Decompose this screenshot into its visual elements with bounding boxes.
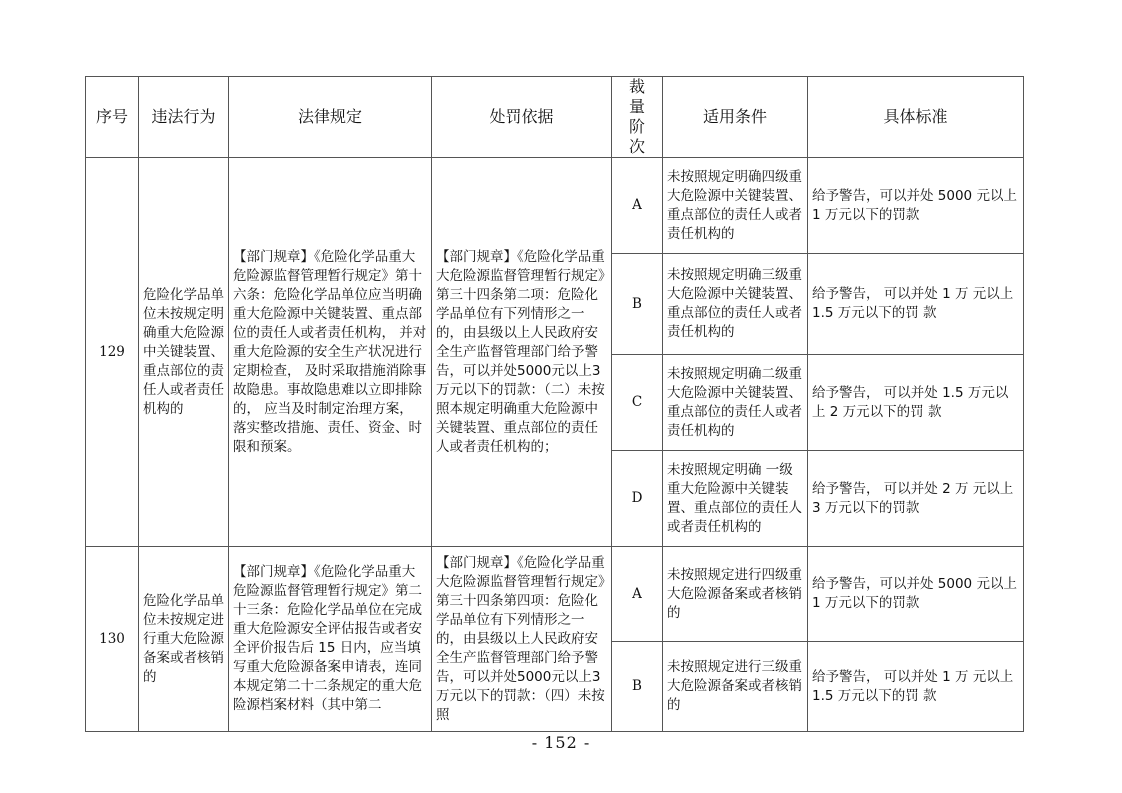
legal-provision-text: 【部门规章】《危险化学品重大危险源监督管理暂行规定》第二十三条：危险化学品单位在完成重大危险源安全评估报告或者安全评价报告后 15 日内，应当填写重大危险源备案申请表，连同本规定第二十二条规定的重大危险源档案材料（其中第二 — [229, 547, 432, 732]
header-specific-standard: 具体标准 — [808, 77, 1024, 158]
standard-text: 给予警告， 可以并处 2 万 元以上 3 万元以下的罚款 — [808, 451, 1024, 547]
penalty-basis-text: 【部门规章】《危险化学品重大危险源监督管理暂行规定》第三十四条第四项：危险化学品单位有下列情形之一的，由县级以上人民政府安全生产监督管理部门给予警告，可以并处5000元以上3万元以下的罚款：（四）未按照 — [432, 547, 612, 732]
violation-text: 危险化学品单位未按规定明确重大危险源中关键装置、重点部位的责任人或者责任机构的 — [139, 158, 229, 547]
standard-text: 给予警告，可以并处 5000 元以上 1 万元以下的罚款 — [808, 547, 1024, 642]
penalty-basis-text: 【部门规章】《危险化学品重大危险源监督管理暂行规定》第三十四条第二项：危险化学品单位有下列情形之一的，由县级以上人民政府安全生产监督管理部门给予警告，可以并处5000元以上3万元以下的罚款：（二）未按照本规定明确重大危险源中关键装置、重点部位的责任人或者责任机构的； — [432, 158, 612, 547]
table-header-row — [86, 77, 1024, 158]
row-seq-number: 130 — [86, 547, 139, 732]
discretion-level: A — [612, 547, 663, 642]
standard-text: 给予警告，可以并处 5000 元以上 1 万元以下的罚款 — [808, 158, 1024, 254]
legal-provision-text: 【部门规章】《危险化学品重大危险源监督管理暂行规定》第十六条：危险化学品单位应当明确重大危险源中关键装置、重点部位的责任人或者责任机构， 并对重大危险源的安全生产状况进行定期检查， 及时采取措施消除事故隐患。事故隐患难以立即排除的， 应当及时制定治理方案， 落实整改措施、责任、资金、时限和预案。 — [229, 158, 432, 547]
header-applicable-conditions: 适用条件 — [663, 77, 808, 158]
condition-text: 未按照规定明确二级重大危险源中关键装置、重点部位的责任人或者责任机构的 — [663, 355, 808, 451]
condition-text: 未按照规定明确四级重大危险源中关键装置、重点部位的责任人或者责任机构的 — [663, 158, 808, 254]
table-row — [86, 158, 1024, 254]
violation-text: 危险化学品单位未按规定进行重大危险源备案或者核销的 — [139, 547, 229, 732]
table-row — [86, 547, 1024, 642]
condition-text: 未按照规定明确三级重大危险源中关键装置、重点部位的责任人或者责任机构的 — [663, 254, 808, 355]
page-number: - 152 - — [531, 733, 591, 752]
condition-text: 未按照规定明确 一级重大危险源中关键装置、重点部位的责任人或者责任机构的 — [663, 451, 808, 547]
condition-text: 未按照规定进行四级重大危险源备案或者核销的 — [663, 547, 808, 642]
header-penalty-basis: 处罚依据 — [432, 77, 612, 158]
discretion-level: A — [612, 158, 663, 254]
penalty-standards-table — [85, 76, 1024, 732]
header-seq: 序号 — [86, 77, 139, 158]
standard-text: 给予警告， 可以并处 1.5 万元以上 2 万元以下的罚 款 — [808, 355, 1024, 451]
standard-text: 给予警告， 可以并处 1 万 元以上 1.5 万元以下的罚 款 — [808, 642, 1024, 732]
row-seq-number: 129 — [86, 158, 139, 547]
discretion-level: C — [612, 355, 663, 451]
header-legal-provision: 法律规定 — [229, 77, 432, 158]
header-discretion-level: 裁量阶次 — [612, 77, 663, 158]
discretion-level: B — [612, 642, 663, 732]
discretion-level: B — [612, 254, 663, 355]
discretion-level: D — [612, 451, 663, 547]
condition-text: 未按照规定进行三级重大危险源备案或者核销的 — [663, 642, 808, 732]
standard-text: 给予警告， 可以并处 1 万 元以上 1.5 万元以下的罚 款 — [808, 254, 1024, 355]
header-violation: 违法行为 — [139, 77, 229, 158]
